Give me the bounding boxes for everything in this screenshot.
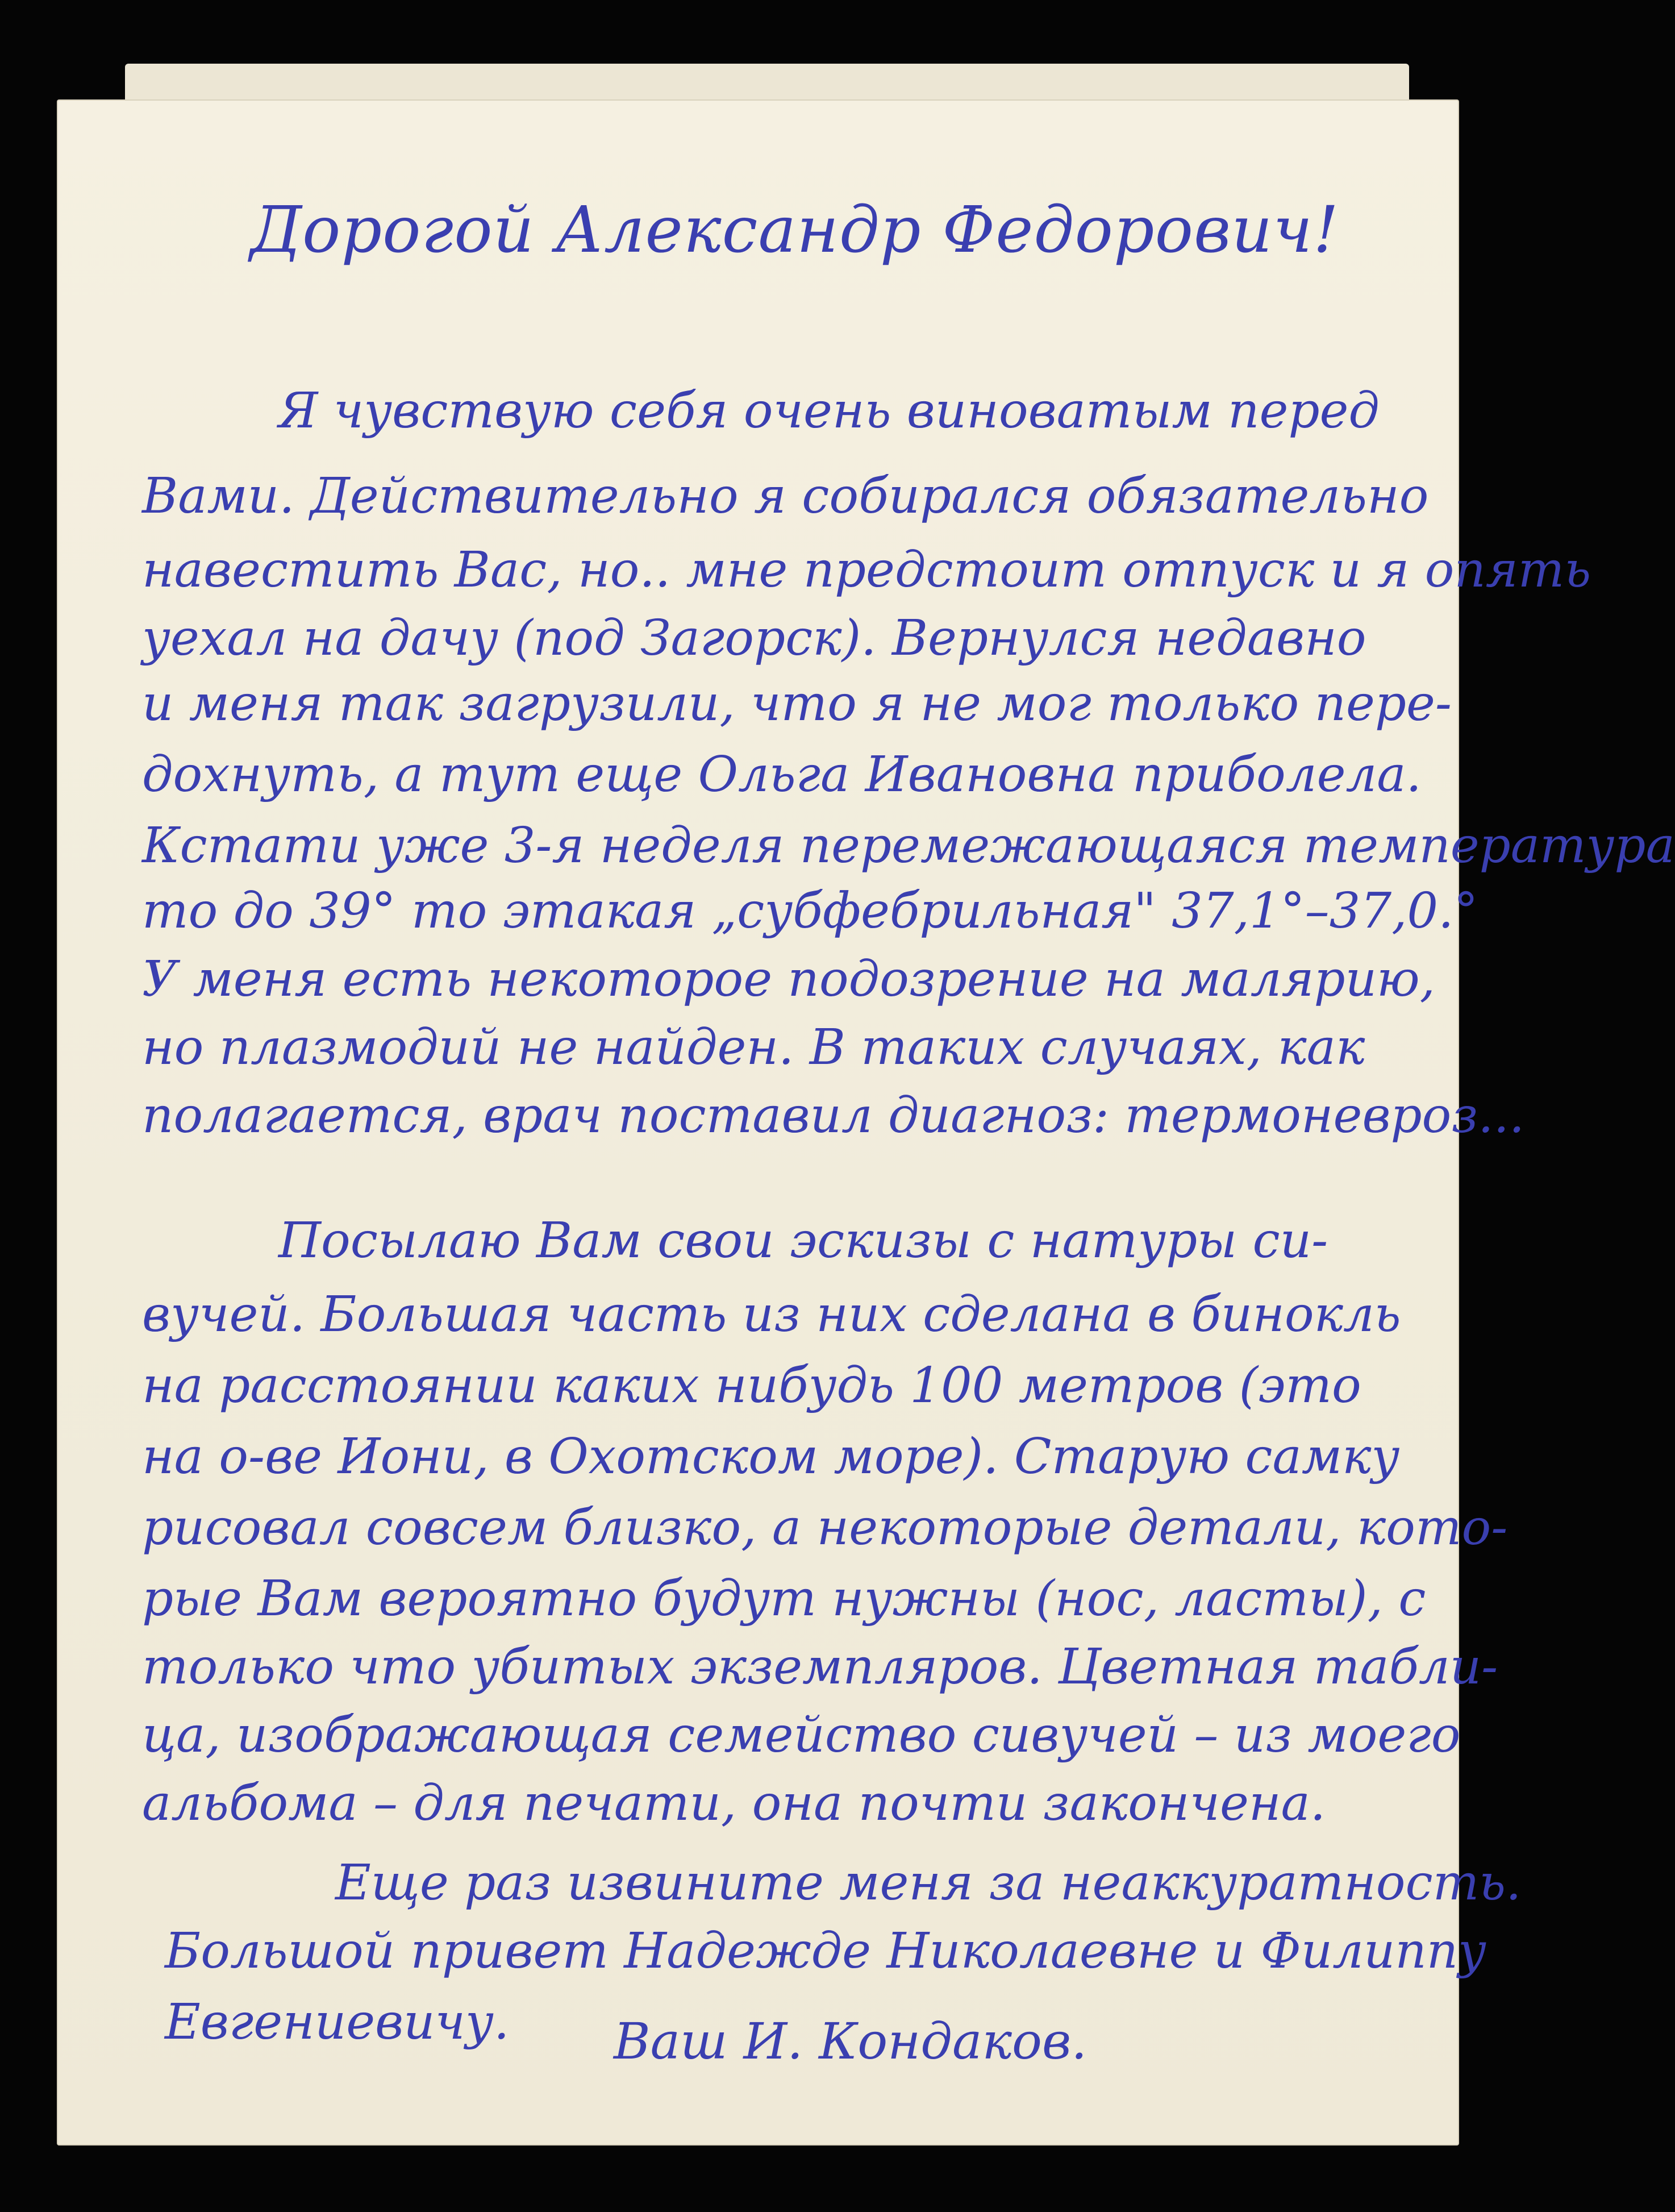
paragraph-1-line: Я чувствую себя очень виноватым перед xyxy=(278,382,1380,439)
paragraph-2-line: альбома – для печати, она почти закончена. xyxy=(142,1775,1326,1832)
paragraph-2-line: вучей. Большая часть из них сделана в бинокль xyxy=(142,1286,1401,1343)
paragraph-1-line: навестить Вас, но.. мне предстоит отпуск и я опять xyxy=(142,542,1591,598)
paragraph-1-line: У меня есть некоторое подозрение на малярию, xyxy=(142,951,1436,1008)
paragraph-2-line: только что убитых экземпляров. Цветная табли- xyxy=(142,1639,1498,1695)
paragraph-1-line: но плазмодий не найден. В таких случаях, как xyxy=(142,1019,1365,1076)
paragraph-2-line: рисовал совсем близко, а некоторые детали, кото- xyxy=(142,1499,1508,1556)
paragraph-2-line: Посылаю Вам свои эскизы с натуры си- xyxy=(278,1212,1328,1269)
paragraph-1-line: уехал на дачу (под Загорск). Вернулся недавно xyxy=(142,610,1366,667)
closing-line: Еще раз извините меня за неаккуратность. xyxy=(335,1855,1522,1911)
closing-line: Большой привет Надежде Николаевне и Филиппу xyxy=(165,1923,1487,1980)
salutation: Дорогой Александр Федорович! xyxy=(250,193,1340,267)
paragraph-2-line: рые Вам вероятно будут нужны (нос, ласты), с xyxy=(142,1570,1426,1627)
paragraph-2-line: на расстоянии каких нибудь 100 метров (это xyxy=(142,1357,1361,1414)
paragraph-2-line: на о-ве Иони, в Охотском море). Старую самку xyxy=(142,1428,1400,1485)
paragraph-1-line: то до 39° то этакая „субфебрильная" 37,1°–37,0.° xyxy=(142,883,1478,939)
closing-line: Евгениевичу. xyxy=(165,1994,510,2051)
paragraph-2-line: ца, изображающая семейство сивучей – из моего xyxy=(142,1707,1461,1764)
signature: Ваш И. Кондаков. xyxy=(614,2012,1088,2070)
paragraph-1-line: дохнуть, а тут еще Ольга Ивановна приболела. xyxy=(142,746,1422,803)
paragraph-1-line: Вами. Действительно я собирался обязательно xyxy=(142,468,1429,525)
paragraph-1-line: полагается, врач поставил диагноз: термоневроз... xyxy=(142,1087,1525,1144)
paragraph-1-line: Кстати уже 3-я неделя перемежающаяся температура xyxy=(142,817,1675,874)
paragraph-1-line: и меня так загрузили, что я не мог только пере- xyxy=(142,675,1452,732)
